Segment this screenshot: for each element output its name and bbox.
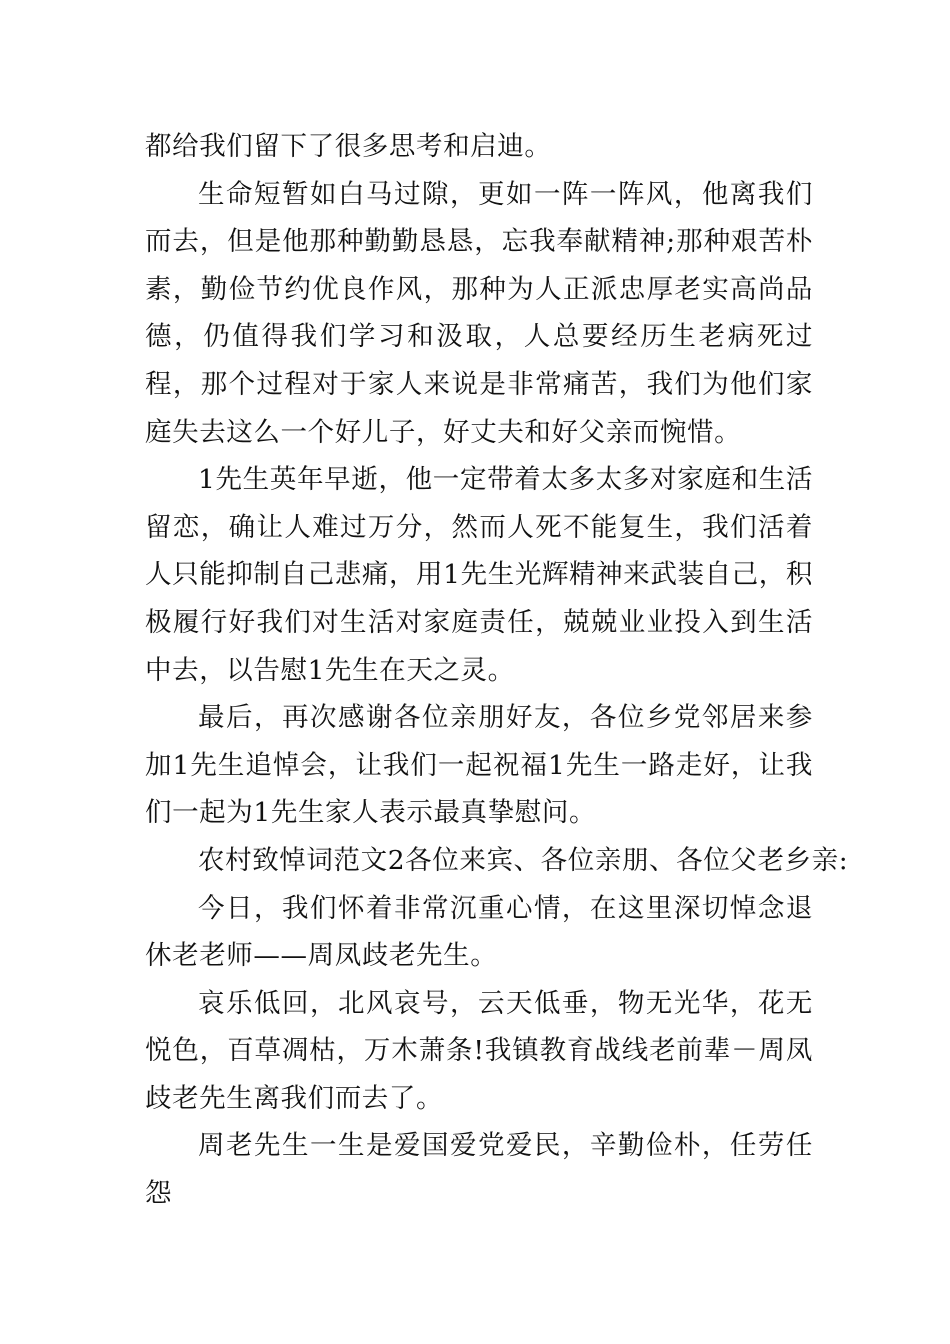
document-body [145,123,849,1218]
paragraph-4: 最后，再次感谢各位亲朋好友，各位乡党邻居来参加1先生追悼会，让我们一起祝福1先生一路走好，让我们一起为1先生家人表示最真挚慰问。 [145,702,813,829]
section-heading: 农村致悼词范文2各位来宾、各位亲朋、各位父老乡亲: [198,844,849,876]
paragraph-2: 生命短暂如白马过隙，更如一阵一阵风，他离我们而去，但是他那种勤勤恳恳，忘我奉献精神;那种艰苦朴素，勤俭节约优良作风，那种为人正派忠厚老实高尚品德，仍值得我们学习和汲取，人总要经历生老病死过程，那个过程对于家人来说是非常痛苦，我们为他们家庭失去这么一个好儿子，好丈夫和好父亲而惋惜。 [145,178,813,448]
paragraph-5: 今日，我们怀着非常沉重心情，在这里深切悼念退休老老师——周凤歧老先生。 [145,892,813,972]
paragraph-6: 哀乐低回，北风哀号，云天低垂，物无光华，花无悦色，百草凋枯，万木萧条!我镇教育战线老前辈－周凤歧老先生离我们而去了。 [145,987,813,1114]
paragraph-7: 周老先生一生是爱国爱党爱民，辛勤俭朴，任劳任怨 [145,1130,813,1210]
paragraph-3: 1先生英年早逝，他一定带着太多太多对家庭和生活留恋，确让人难过万分，然而人死不能复生，我们活着人只能抑制自己悲痛，用1先生光辉精神来武装自己，积极履行好我们对生活对家庭责任，兢兢业业投入到生活中去，以告慰1先生在天之灵。 [145,464,813,686]
paragraph-1: 都给我们留下了很多思考和启迪。 [145,131,552,162]
